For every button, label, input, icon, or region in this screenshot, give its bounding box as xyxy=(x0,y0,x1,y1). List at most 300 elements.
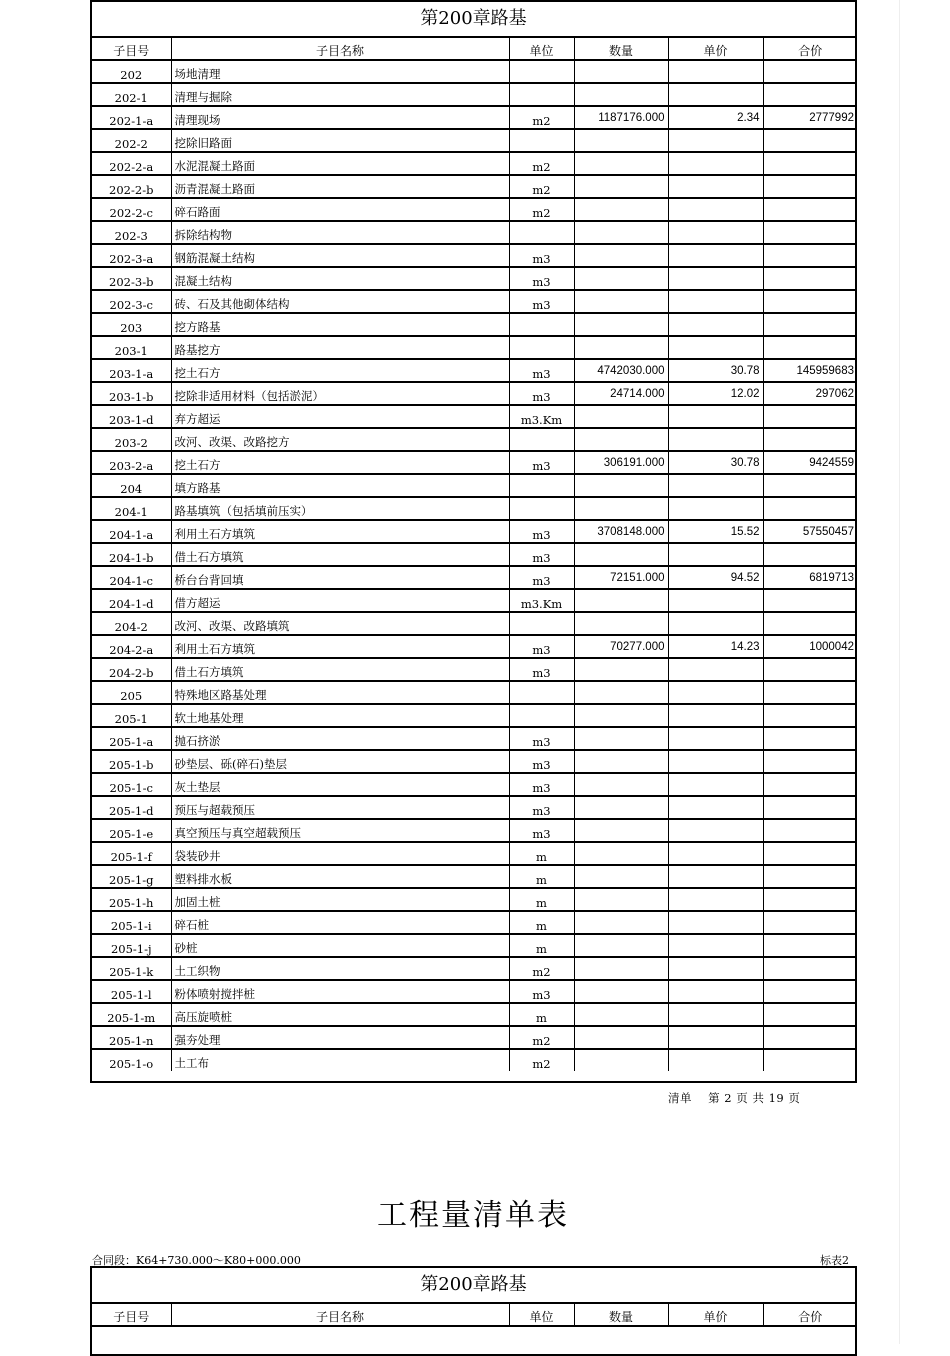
cell-total: 9424559 xyxy=(763,451,857,474)
cell-total: 145959683 xyxy=(763,359,857,382)
header-name: 子目名称 xyxy=(171,38,509,60)
table-row xyxy=(92,543,857,566)
cell-total xyxy=(763,888,857,911)
cell-code: 202-3-c xyxy=(92,290,171,313)
cell-total xyxy=(763,152,857,175)
cell-total: 57550457 xyxy=(763,520,857,543)
cell-code: 205-1-e xyxy=(92,819,171,842)
cell-price xyxy=(668,658,763,681)
cell-qty xyxy=(574,336,668,359)
cell-price xyxy=(668,681,763,704)
cell-unit: m3 xyxy=(509,359,574,382)
cell-total xyxy=(763,750,857,773)
cell-name: 桥台台背回填 xyxy=(171,566,509,589)
cell-total xyxy=(763,221,857,244)
cell-code: 204 xyxy=(92,474,171,497)
cell-code: 203-2-a xyxy=(92,451,171,474)
cell-unit: m3 xyxy=(509,773,574,796)
cell-price xyxy=(668,796,763,819)
table-row xyxy=(92,359,857,382)
cell-code: 205-1-m xyxy=(92,1003,171,1026)
cell-price xyxy=(668,267,763,290)
cell-total xyxy=(763,704,857,727)
cell-total xyxy=(763,244,857,267)
cell-total xyxy=(763,1049,857,1071)
cell-price xyxy=(668,589,763,612)
cell-total xyxy=(763,267,857,290)
cell-code: 202-2-c xyxy=(92,198,171,221)
cell-qty xyxy=(574,842,668,865)
cell-total xyxy=(763,474,857,497)
cell-unit: m3 xyxy=(509,382,574,405)
table-row xyxy=(92,957,857,980)
cell-code: 202-2-a xyxy=(92,152,171,175)
cell-name: 利用土石方填筑 xyxy=(171,635,509,658)
cell-total xyxy=(763,428,857,451)
cell-qty xyxy=(574,83,668,106)
cell-unit: m2 xyxy=(509,1049,574,1071)
cell-price xyxy=(668,543,763,566)
cell-qty xyxy=(574,727,668,750)
cell-name: 水泥混凝土路面 xyxy=(171,152,509,175)
cell-qty xyxy=(574,267,668,290)
header-code: 子目号 xyxy=(92,1304,171,1326)
table-row xyxy=(92,106,857,129)
cell-qty xyxy=(574,428,668,451)
cell-price xyxy=(668,152,763,175)
cell-qty xyxy=(574,704,668,727)
header-total: 合价 xyxy=(763,38,857,60)
cell-price xyxy=(668,313,763,336)
header-price: 单价 xyxy=(668,38,763,60)
cell-code: 204-1-d xyxy=(92,589,171,612)
cell-unit: m2 xyxy=(509,106,574,129)
cell-name: 碎石桩 xyxy=(171,911,509,934)
cell-unit xyxy=(509,612,574,635)
table-row xyxy=(92,83,857,106)
cell-code: 205-1-f xyxy=(92,842,171,865)
table-row xyxy=(92,1026,857,1049)
cell-price xyxy=(668,819,763,842)
cell-name: 强夯处理 xyxy=(171,1026,509,1049)
cell-unit xyxy=(509,428,574,451)
cell-unit: m xyxy=(509,934,574,957)
cell-unit xyxy=(509,313,574,336)
cell-name: 借土石方填筑 xyxy=(171,543,509,566)
table-row xyxy=(92,566,857,589)
cell-code: 203-1-a xyxy=(92,359,171,382)
cell-code: 204-2 xyxy=(92,612,171,635)
header-code: 子目号 xyxy=(92,38,171,60)
cell-code: 204-2-b xyxy=(92,658,171,681)
cell-total xyxy=(763,1003,857,1026)
cell-name: 砂桩 xyxy=(171,934,509,957)
table-row xyxy=(92,336,857,359)
cell-code: 204-1-b xyxy=(92,543,171,566)
cell-price xyxy=(668,750,763,773)
cell-qty: 4742030.000 xyxy=(574,359,668,382)
document-title: 工程量清单表 xyxy=(377,1198,569,1233)
table-row xyxy=(92,221,857,244)
cell-unit: m2 xyxy=(509,175,574,198)
cell-qty: 24714.000 xyxy=(574,382,668,405)
cell-total xyxy=(763,727,857,750)
cell-unit: m xyxy=(509,911,574,934)
cell-total xyxy=(763,681,857,704)
cell-price: 30.78 xyxy=(668,359,763,382)
cell-unit: m3 xyxy=(509,543,574,566)
cell-code: 202-2 xyxy=(92,129,171,152)
cell-price xyxy=(668,773,763,796)
cell-code: 205-1 xyxy=(92,704,171,727)
cell-qty xyxy=(574,313,668,336)
cell-qty xyxy=(574,819,668,842)
cell-total xyxy=(763,83,857,106)
cell-qty xyxy=(574,497,668,520)
cell-name: 拆除结构物 xyxy=(171,221,509,244)
cell-total xyxy=(763,773,857,796)
cell-price: 2.34 xyxy=(668,106,763,129)
cell-code: 203-1-d xyxy=(92,405,171,428)
cell-qty: 3708148.000 xyxy=(574,520,668,543)
cell-total xyxy=(763,957,857,980)
cell-qty xyxy=(574,773,668,796)
table-row xyxy=(92,681,857,704)
cell-price xyxy=(668,1003,763,1026)
cell-qty xyxy=(574,244,668,267)
cell-name: 弃方超运 xyxy=(171,405,509,428)
cell-price xyxy=(668,198,763,221)
cell-qty xyxy=(574,750,668,773)
header-unit: 单位 xyxy=(509,38,574,60)
table-row xyxy=(92,796,857,819)
cell-code: 204-2-a xyxy=(92,635,171,658)
cell-price xyxy=(668,244,763,267)
cell-code: 203-2 xyxy=(92,428,171,451)
cell-code: 202-1-a xyxy=(92,106,171,129)
table-row xyxy=(92,773,857,796)
cell-code: 205-1-a xyxy=(92,727,171,750)
table-body xyxy=(92,60,857,1071)
cell-code: 205-1-g xyxy=(92,865,171,888)
cell-unit: m3 xyxy=(509,520,574,543)
cell-price xyxy=(668,727,763,750)
table-row xyxy=(92,451,857,474)
cell-name: 软土地基处理 xyxy=(171,704,509,727)
cell-name: 挖除非适用材料（包括淤泥） xyxy=(171,382,509,405)
cell-price xyxy=(668,83,763,106)
cell-unit: m xyxy=(509,865,574,888)
cell-total xyxy=(763,543,857,566)
table-row xyxy=(92,704,857,727)
cell-price xyxy=(668,60,763,83)
table-row xyxy=(92,635,857,658)
cell-code: 203-1 xyxy=(92,336,171,359)
header-unit: 单位 xyxy=(509,1304,574,1326)
cell-unit: m3.Km xyxy=(509,405,574,428)
cell-qty xyxy=(574,911,668,934)
boq-sheet-next xyxy=(90,1266,857,1356)
header-qty: 数量 xyxy=(574,1304,668,1326)
cell-total xyxy=(763,612,857,635)
cell-unit xyxy=(509,681,574,704)
cell-name: 借土石方填筑 xyxy=(171,658,509,681)
table-row xyxy=(92,658,857,681)
table-row xyxy=(92,198,857,221)
table-row xyxy=(92,934,857,957)
cell-price xyxy=(668,865,763,888)
cell-price xyxy=(668,290,763,313)
cell-qty xyxy=(574,474,668,497)
cell-code: 202-3-b xyxy=(92,267,171,290)
cell-qty xyxy=(574,612,668,635)
cell-code: 205-1-l xyxy=(92,980,171,1003)
cell-unit: m3 xyxy=(509,635,574,658)
cell-unit: m3 xyxy=(509,750,574,773)
cell-name: 高压旋喷桩 xyxy=(171,1003,509,1026)
table-row xyxy=(92,497,857,520)
cell-total xyxy=(763,313,857,336)
table-row xyxy=(92,612,857,635)
header-price: 单价 xyxy=(668,1304,763,1326)
cell-unit: m3 xyxy=(509,819,574,842)
cell-code: 205 xyxy=(92,681,171,704)
cell-total xyxy=(763,934,857,957)
cell-total xyxy=(763,198,857,221)
header-name: 子目名称 xyxy=(171,1304,509,1326)
cell-unit: m3 xyxy=(509,658,574,681)
cell-price: 14.23 xyxy=(668,635,763,658)
table-row xyxy=(92,428,857,451)
cell-qty: 72151.000 xyxy=(574,566,668,589)
cell-price xyxy=(668,428,763,451)
cell-price: 94.52 xyxy=(668,566,763,589)
page-number: 清单 第 2 页 共 19 页 xyxy=(668,1091,801,1105)
cell-code: 205-1-o xyxy=(92,1049,171,1071)
cell-name: 清理与掘除 xyxy=(171,83,509,106)
cell-qty xyxy=(574,221,668,244)
cell-qty xyxy=(574,1026,668,1049)
cell-unit: m2 xyxy=(509,957,574,980)
cell-name: 特殊地区路基处理 xyxy=(171,681,509,704)
cell-total xyxy=(763,658,857,681)
contract-section: 合同段：K64+730.000～K80+000.000 xyxy=(92,1254,301,1267)
table-row xyxy=(92,244,857,267)
table-row xyxy=(92,60,857,83)
table-row xyxy=(92,313,857,336)
cell-qty xyxy=(574,888,668,911)
cell-unit: m2 xyxy=(509,152,574,175)
cell-qty: 306191.000 xyxy=(574,451,668,474)
cell-code: 202 xyxy=(92,60,171,83)
cell-unit xyxy=(509,129,574,152)
cell-unit: m3 xyxy=(509,566,574,589)
table-row xyxy=(92,382,857,405)
cell-unit: m3.Km xyxy=(509,589,574,612)
cell-unit: m3 xyxy=(509,796,574,819)
cell-name: 碎石路面 xyxy=(171,198,509,221)
cell-qty xyxy=(574,865,668,888)
cell-price xyxy=(668,221,763,244)
cell-total xyxy=(763,405,857,428)
cell-name: 改河、改渠、改路挖方 xyxy=(171,428,509,451)
cell-code: 205-1-c xyxy=(92,773,171,796)
cell-qty xyxy=(574,175,668,198)
cell-name: 砖、石及其他砌体结构 xyxy=(171,290,509,313)
cell-qty xyxy=(574,957,668,980)
cell-price: 12.02 xyxy=(668,382,763,405)
cell-name: 路基填筑（包括填前压实） xyxy=(171,497,509,520)
cell-price xyxy=(668,957,763,980)
cell-price xyxy=(668,612,763,635)
cell-name: 挖土石方 xyxy=(171,451,509,474)
chapter-title-next: 第200章路基 xyxy=(92,1268,855,1304)
cell-name: 挖方路基 xyxy=(171,313,509,336)
cell-unit: m3 xyxy=(509,290,574,313)
cell-code: 205-1-h xyxy=(92,888,171,911)
table-row xyxy=(92,750,857,773)
table-row xyxy=(92,474,857,497)
cell-name: 挖除旧路面 xyxy=(171,129,509,152)
boq-table xyxy=(92,38,857,1071)
form-number: 标表2 xyxy=(820,1254,849,1267)
cell-unit xyxy=(509,336,574,359)
cell-price xyxy=(668,405,763,428)
cell-total xyxy=(763,589,857,612)
cell-code: 204-1-c xyxy=(92,566,171,589)
cell-name: 填方路基 xyxy=(171,474,509,497)
boq-table-next xyxy=(92,1304,857,1327)
cell-total xyxy=(763,819,857,842)
cell-qty xyxy=(574,1003,668,1026)
cell-total xyxy=(763,980,857,1003)
cell-qty xyxy=(574,129,668,152)
table-row xyxy=(92,175,857,198)
cell-total xyxy=(763,842,857,865)
table-row xyxy=(92,405,857,428)
cell-unit: m2 xyxy=(509,198,574,221)
cell-name: 挖土石方 xyxy=(171,359,509,382)
cell-name: 改河、改渠、改路填筑 xyxy=(171,612,509,635)
cell-qty xyxy=(574,198,668,221)
table-row xyxy=(92,842,857,865)
cell-unit: m xyxy=(509,888,574,911)
cell-unit xyxy=(509,474,574,497)
cell-code: 203-1-b xyxy=(92,382,171,405)
cell-qty xyxy=(574,290,668,313)
cell-total xyxy=(763,336,857,359)
cell-code: 205-1-d xyxy=(92,796,171,819)
table-row xyxy=(92,911,857,934)
table-header-row-next xyxy=(92,1304,857,1326)
cell-unit: m3 xyxy=(509,244,574,267)
cell-code: 203 xyxy=(92,313,171,336)
cell-code: 204-1-a xyxy=(92,520,171,543)
cell-name: 利用土石方填筑 xyxy=(171,520,509,543)
table-row xyxy=(92,520,857,543)
cell-name: 清理现场 xyxy=(171,106,509,129)
table-row xyxy=(92,888,857,911)
cell-qty xyxy=(574,589,668,612)
cell-unit: m3 xyxy=(509,980,574,1003)
cell-unit: m3 xyxy=(509,267,574,290)
cell-name: 场地清理 xyxy=(171,60,509,83)
cell-name: 土工布 xyxy=(171,1049,509,1071)
cell-qty xyxy=(574,1049,668,1071)
cell-total xyxy=(763,60,857,83)
cell-price xyxy=(668,175,763,198)
cell-qty: 70277.000 xyxy=(574,635,668,658)
table-row xyxy=(92,1003,857,1026)
cell-code: 205-1-k xyxy=(92,957,171,980)
cell-qty: 1187176.000 xyxy=(574,106,668,129)
cell-price xyxy=(668,1026,763,1049)
cell-name: 塑料排水板 xyxy=(171,865,509,888)
cell-qty xyxy=(574,658,668,681)
cell-code: 202-1 xyxy=(92,83,171,106)
table-row xyxy=(92,980,857,1003)
table-row xyxy=(92,129,857,152)
cell-total xyxy=(763,911,857,934)
cell-code: 205-1-i xyxy=(92,911,171,934)
table-row xyxy=(92,290,857,313)
header-total: 合价 xyxy=(763,1304,857,1326)
cell-code: 205-1-b xyxy=(92,750,171,773)
cell-qty xyxy=(574,60,668,83)
cell-qty xyxy=(574,980,668,1003)
cell-name: 沥青混凝土路面 xyxy=(171,175,509,198)
cell-total xyxy=(763,796,857,819)
cell-price xyxy=(668,497,763,520)
cell-unit: m xyxy=(509,1003,574,1026)
cell-unit: m3 xyxy=(509,727,574,750)
cell-name: 砂垫层、砾(碎石)垫层 xyxy=(171,750,509,773)
cell-code: 205-1-n xyxy=(92,1026,171,1049)
cell-unit: m xyxy=(509,842,574,865)
cell-name: 借方超运 xyxy=(171,589,509,612)
chapter-title: 第200章路基 xyxy=(92,2,855,38)
cell-price xyxy=(668,336,763,359)
cell-total xyxy=(763,1026,857,1049)
cell-total: 297062 xyxy=(763,382,857,405)
cell-name: 路基挖方 xyxy=(171,336,509,359)
cell-name: 钢筋混凝土结构 xyxy=(171,244,509,267)
cell-code: 204-1 xyxy=(92,497,171,520)
cell-code: 205-1-j xyxy=(92,934,171,957)
cell-price: 30.78 xyxy=(668,451,763,474)
boq-sheet xyxy=(90,0,857,1083)
cell-qty xyxy=(574,796,668,819)
table-row xyxy=(92,727,857,750)
cell-unit xyxy=(509,221,574,244)
cell-qty xyxy=(574,405,668,428)
cell-price xyxy=(668,888,763,911)
cell-name: 预压与超载预压 xyxy=(171,796,509,819)
cell-price xyxy=(668,911,763,934)
table-row xyxy=(92,152,857,175)
cell-name: 粉体喷射搅拌桩 xyxy=(171,980,509,1003)
table-header-row xyxy=(92,38,857,60)
cell-qty xyxy=(574,543,668,566)
cell-total xyxy=(763,497,857,520)
cell-name: 土工织物 xyxy=(171,957,509,980)
cell-unit: m2 xyxy=(509,1026,574,1049)
cell-unit xyxy=(509,83,574,106)
cell-total: 6819713 xyxy=(763,566,857,589)
table-row xyxy=(92,819,857,842)
cell-price xyxy=(668,474,763,497)
cell-qty xyxy=(574,934,668,957)
